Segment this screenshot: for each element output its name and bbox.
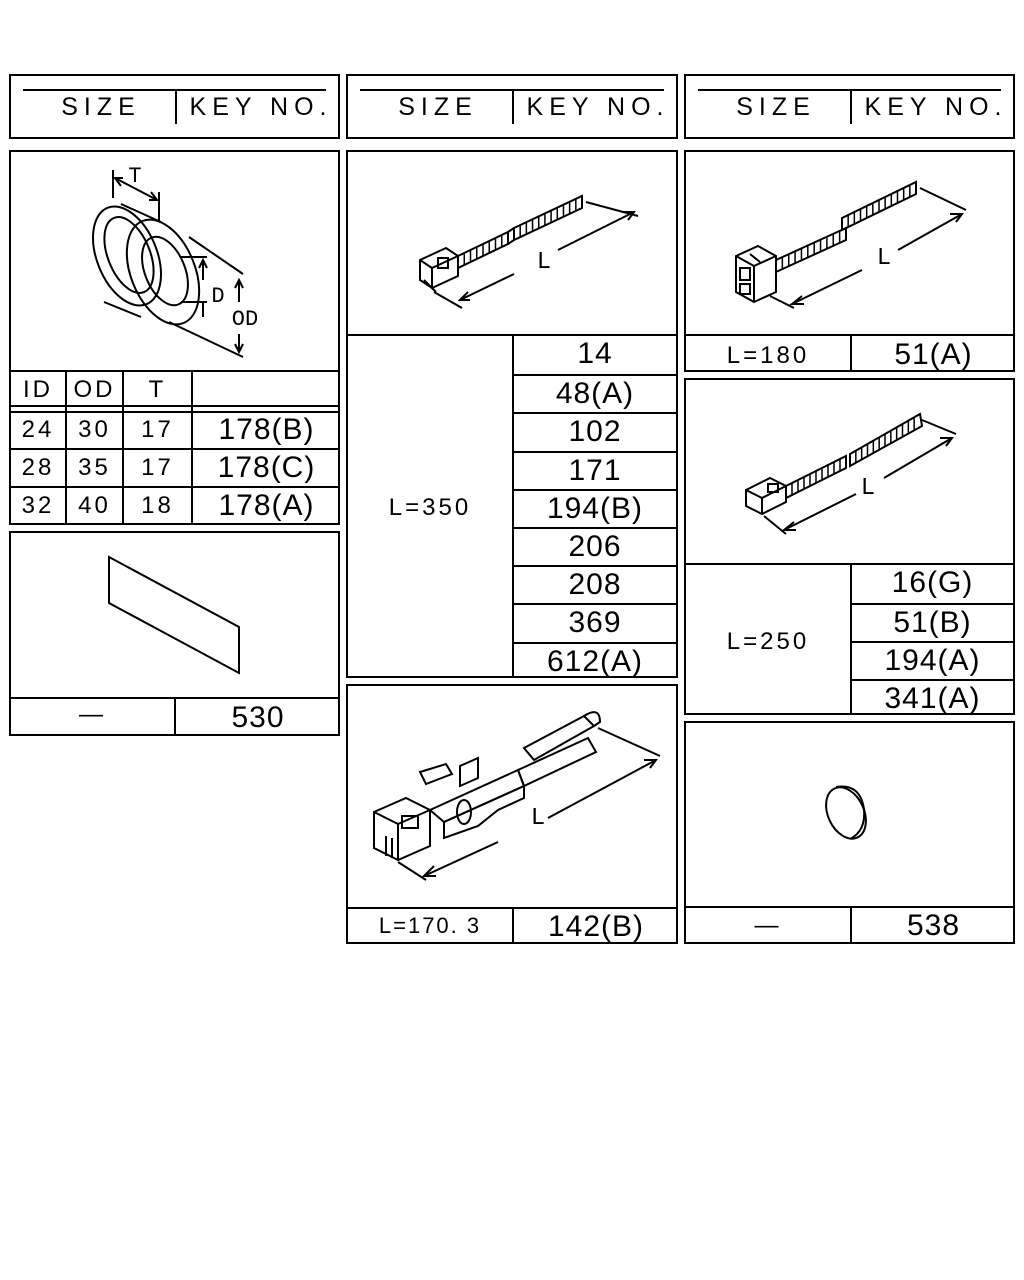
header-divider	[850, 89, 852, 124]
cable-tie-drawing	[686, 380, 1017, 564]
key-row	[514, 451, 676, 489]
key-row	[852, 641, 1013, 679]
key-number: 341(A)	[884, 682, 981, 715]
tie-350-panel	[346, 150, 678, 678]
disc-drawing	[686, 723, 1017, 907]
cell-id: 24	[21, 416, 55, 443]
header-divider	[512, 89, 514, 124]
header-col3	[684, 74, 1015, 139]
key-number: 48(A)	[555, 377, 635, 411]
key-row	[852, 565, 1013, 603]
cell-id: 28	[21, 454, 55, 481]
key-row	[514, 336, 676, 374]
clip-170-panel	[346, 684, 678, 944]
key-row	[514, 565, 676, 603]
mounting-clip-drawing	[348, 686, 680, 908]
header-key-no: KEY NO.	[526, 93, 670, 121]
table-rule	[11, 370, 338, 372]
cell-t: 17	[141, 416, 174, 443]
key-number: 369	[568, 606, 622, 640]
key-number: 51(B)	[893, 606, 972, 639]
dim-label-l: L	[860, 475, 876, 502]
key-row	[514, 603, 676, 641]
cell-od: 40	[78, 492, 111, 519]
cell-od: 30	[78, 416, 111, 443]
key-number: 208	[568, 568, 622, 602]
header-key-no: KEY NO.	[189, 93, 333, 121]
clip-170-key: 142(B)	[547, 910, 645, 943]
cell-key: 178(C)	[217, 451, 316, 484]
cable-tie-drawing	[686, 152, 1017, 336]
dim-label-l: L	[536, 249, 552, 276]
header-col1	[9, 74, 340, 139]
clip-170-size: L=170. 3	[378, 913, 482, 938]
tie-180-panel	[684, 150, 1015, 372]
disc-key: 538	[906, 909, 961, 942]
key-list	[514, 336, 676, 676]
plate-size: —	[79, 701, 106, 728]
grommet-panel	[9, 150, 340, 525]
tie-250-panel	[684, 378, 1015, 715]
table-rule	[11, 486, 338, 488]
table-rule	[11, 405, 338, 407]
col-header-t: T	[148, 376, 167, 403]
col-header-id: ID	[23, 376, 53, 403]
header-divider	[175, 89, 177, 124]
cable-tie-drawing	[348, 152, 680, 334]
grommet-od-label: OD	[231, 307, 259, 332]
col-header-od: OD	[73, 376, 116, 403]
cell-key: 178(A)	[218, 489, 315, 522]
grommet-drawing	[11, 152, 342, 372]
disc-size: —	[754, 912, 782, 939]
key-row	[852, 679, 1013, 717]
header-size: SIZE	[61, 93, 141, 121]
key-number: 194(A)	[884, 644, 981, 677]
key-number: 14	[577, 337, 613, 370]
table-rule	[11, 448, 338, 450]
header-col2	[346, 74, 678, 139]
key-number: 612(A)	[546, 644, 644, 678]
header-size: SIZE	[398, 93, 478, 121]
key-number: 194(B)	[546, 491, 644, 525]
dim-label-l: L	[876, 245, 892, 272]
key-row	[852, 603, 1013, 641]
grommet-t-label: T	[128, 164, 142, 189]
tie-350-size: L=350	[388, 494, 472, 521]
key-number: 16(G)	[891, 566, 974, 599]
dim-label-l: L	[530, 805, 546, 832]
plate-key: 530	[231, 701, 285, 734]
cell-t: 18	[141, 492, 174, 519]
tie-180-key: 51(A)	[894, 338, 973, 371]
tie-250-size: L=250	[726, 628, 810, 655]
key-row	[514, 489, 676, 527]
cell-key: 178(B)	[218, 413, 315, 446]
cell-od: 35	[78, 454, 111, 481]
disc-panel	[684, 721, 1015, 944]
key-row	[514, 642, 676, 680]
key-number: 206	[568, 530, 622, 563]
key-list	[852, 565, 1013, 713]
header-key-no: KEY NO.	[864, 93, 1008, 121]
key-number: 171	[568, 453, 622, 487]
header-size: SIZE	[736, 93, 816, 121]
key-row	[514, 527, 676, 565]
cell-t: 17	[141, 454, 174, 481]
plate-panel	[9, 531, 340, 736]
plate-drawing	[11, 533, 342, 698]
key-number: 102	[568, 415, 622, 449]
key-row	[514, 412, 676, 450]
grommet-d-label: D	[211, 284, 225, 309]
tie-180-size: L=180	[726, 342, 810, 369]
cell-id: 32	[21, 492, 55, 519]
key-row	[514, 374, 676, 412]
